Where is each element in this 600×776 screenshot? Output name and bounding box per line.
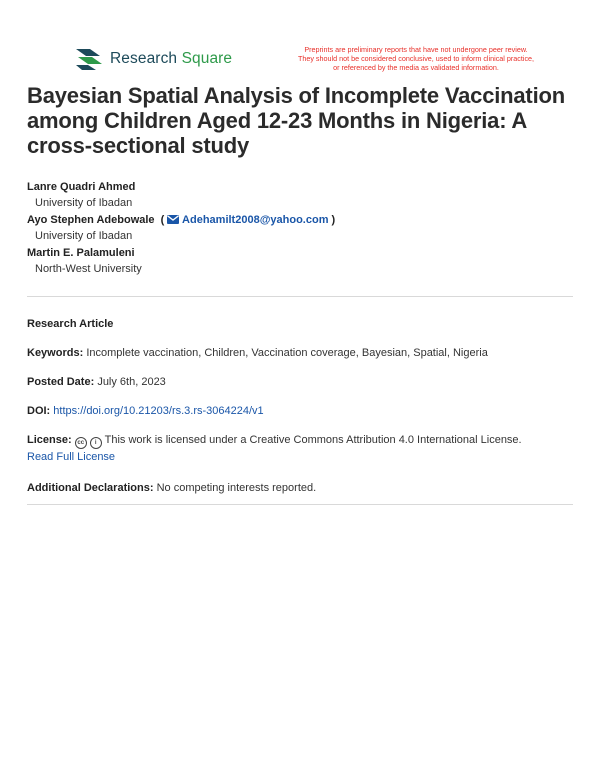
doi-link[interactable]: https://doi.org/10.21203/rs.3.rs-3064224/v1 (53, 405, 264, 417)
notice-line: Preprints are preliminary reports that have not undergone peer review. (304, 45, 528, 54)
read-full-license-link[interactable]: Read Full License (27, 451, 116, 463)
doi-label: DOI: (27, 405, 51, 417)
research-square-logo[interactable] (74, 47, 232, 71)
posted-date-value: July 6th, 2023 (97, 376, 166, 388)
license-text: This work is licensed under a Creative Commons Attribution 4.0 International License. (104, 434, 522, 446)
author-affiliation: North-West University (35, 263, 142, 275)
creative-commons-icon: cc (75, 437, 87, 449)
declarations-label: Additional Declarations: (27, 482, 154, 494)
keywords-value: Incomplete vaccination, Children, Vaccination coverage, Bayesian, Spatial, Nigeria (86, 347, 488, 359)
author-name[interactable]: Lanre Quadri Ahmed (27, 181, 136, 193)
declarations-value: No competing interests reported. (156, 482, 317, 494)
posted-date (27, 374, 575, 390)
logo-icon (74, 47, 104, 71)
notice-line: They should not be considered conclusive, used to inform clinical practice, (297, 54, 535, 63)
author (27, 180, 575, 211)
author-name[interactable]: Martin E. Palamuleni (27, 247, 135, 259)
divider (27, 296, 573, 297)
license (27, 432, 575, 465)
additional-declarations (27, 480, 575, 496)
author-email-link[interactable]: Adehamilt2008@yahoo.com (182, 214, 329, 226)
article-type-label: Research Article (27, 318, 114, 330)
logo-wordmark: Research Square (110, 50, 233, 67)
divider (27, 504, 573, 505)
paper-title: Bayesian Spatial Analysis of Incomplete Vaccination among Children Aged 12-23 Months in Nigeria: A cross-sectional study (27, 83, 565, 158)
author (27, 246, 575, 277)
author-affiliation: University of Ibadan (35, 197, 133, 209)
attribution-icon: i (90, 437, 102, 449)
keywords-label: Keywords: (27, 347, 84, 359)
author-affiliation: University of Ibadan (35, 230, 133, 242)
doi (27, 403, 575, 419)
author-name-row: Ayo Stephen Adebowale ( Adehamilt2008@yahoo.com ) (27, 214, 336, 226)
notice-line: or referenced by the media as validated information. (333, 63, 499, 72)
author (27, 213, 575, 244)
posted-date-label: Posted Date: (27, 376, 95, 388)
license-label: License: (27, 434, 72, 446)
preprint-notice (271, 45, 561, 72)
keywords (27, 345, 575, 361)
author-list (27, 180, 575, 279)
envelope-icon (167, 215, 179, 224)
article-type (27, 316, 575, 332)
author-name[interactable]: Ayo Stephen Adebowale (27, 214, 155, 226)
